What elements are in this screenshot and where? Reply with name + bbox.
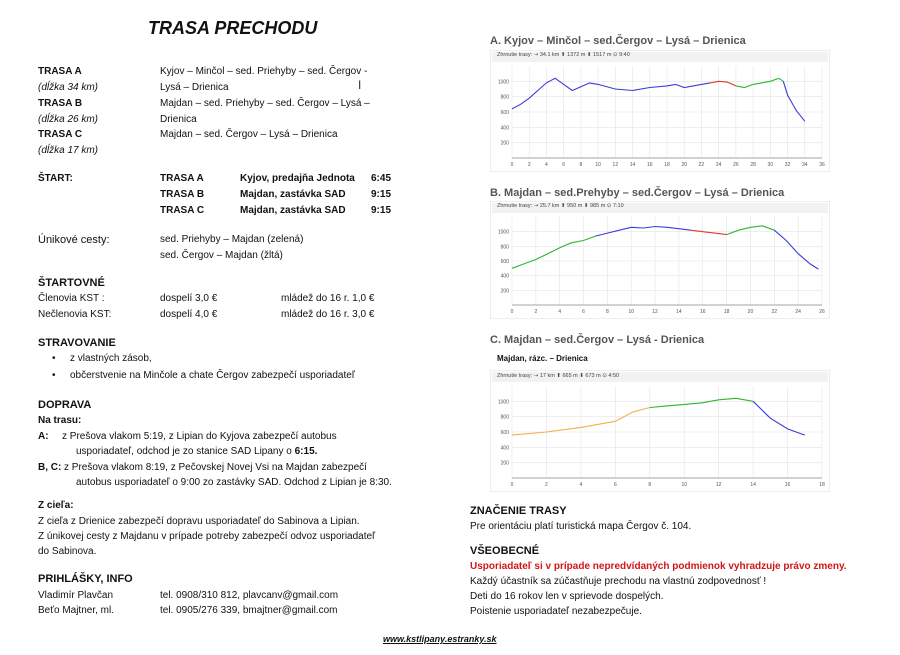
transport-bc-line-1: z Prešova vlakom 8:19, z Pečovskej Novej Vsi na Majdan zabezpečí <box>64 462 367 473</box>
x-tick-label: 20 <box>747 309 754 315</box>
y-tick-label: 1000 <box>497 79 509 86</box>
start-time-b: 9:15 <box>371 189 392 200</box>
chart-c-summary: Zhrnutie trasy: ⇢ 17 km ⬆ 665 m ⬇ 673 m ⊙ 4:50 <box>497 373 620 379</box>
transport-from-line-1: Z cieľa z Drienice zabezpečí dopravu usporiadateľ do Sabinova a Lipian. <box>38 516 360 527</box>
start-route-c: TRASA C <box>160 205 205 216</box>
y-tick-label: 600 <box>500 430 509 436</box>
x-tick-label: 6 <box>582 309 585 315</box>
x-tick-label: 24 <box>795 309 801 315</box>
route-b-length: (dĺžka 26 km) <box>38 114 99 125</box>
x-tick-label: 18 <box>723 309 730 315</box>
x-tick-label: 12 <box>715 482 722 488</box>
fee-heading: ŠTARTOVNÉ <box>38 277 105 289</box>
bullet-icon: • <box>52 353 56 364</box>
x-tick-label: 0 <box>510 309 514 315</box>
y-tick-label: 200 <box>500 140 509 147</box>
x-tick-label: 2 <box>534 309 538 315</box>
y-tick-label: 1000 <box>497 229 509 236</box>
escape-label: Únikové cesty: <box>38 234 110 246</box>
escape-line-1: sed. Priehyby – Majdan (zelená) <box>160 234 304 245</box>
start-route-a: TRASA A <box>160 173 204 184</box>
x-tick-label: 12 <box>652 309 658 315</box>
contact-heading: PRIHLÁŠKY, INFO <box>38 573 133 585</box>
x-tick-label: 16 <box>699 309 706 315</box>
x-tick-label: 26 <box>819 309 825 315</box>
y-tick-label: 200 <box>500 460 509 467</box>
chart-a-heading: A. Kyjov – Minčol – sed.Čergov – Lysá – Drienica <box>490 35 746 47</box>
y-tick-label: 400 <box>500 273 509 280</box>
general-line-3: Poistenie usporiadateľ nezabezpečuje. <box>470 606 642 617</box>
route-a-desc: Kyjov – Minčol – sed. Priehyby – sed. Čergov - <box>160 66 368 77</box>
y-tick-label: 800 <box>500 244 509 251</box>
elevation-chart-a <box>490 50 830 172</box>
transport-bc-line-2: autobus usporiadateľ o 9:00 zo zastávky SAD. Odchod z Lipian je 8:30. <box>76 477 392 488</box>
route-c-desc: Majdan – sed. Čergov – Lysá – Drienica <box>160 129 338 140</box>
marking-text: Pre orientáciu platí turistická mapa Čergov č. 104. <box>470 521 692 532</box>
general-line-1: Každý účastník sa zúčastňuje prechodu na vlastnú zodpovednosť ! <box>470 576 767 587</box>
contact-name-2: Beťo Majtner, ml. <box>38 605 115 616</box>
fee-members-label: Členovia KST : <box>38 293 105 304</box>
page-title: TRASA PRECHODU <box>148 18 318 38</box>
x-tick-label: 4 <box>545 162 548 168</box>
route-c-name: TRASA C <box>38 129 83 140</box>
route-b-name: TRASA B <box>38 98 83 109</box>
food-item-1: z vlastných zásob, <box>70 353 152 364</box>
transport-sub-from: Z cieľa: <box>38 500 74 511</box>
route-b-desc: Majdan – sed. Priehyby – sed. Čergov – Lysá – <box>160 98 370 109</box>
x-tick-label: 28 <box>750 162 756 168</box>
x-tick-label: 20 <box>681 162 688 168</box>
y-tick-label: 400 <box>500 125 509 132</box>
y-tick-label: 1000 <box>497 399 509 406</box>
fee-members-adult: dospelí 3,0 € <box>160 293 218 304</box>
x-tick-label: 4 <box>558 309 562 315</box>
x-tick-label: 0 <box>510 162 514 168</box>
fee-nonmembers-adult: dospelí 4,0 € <box>160 309 218 320</box>
x-tick-label: 26 <box>733 162 739 168</box>
chart-b-heading: B. Majdan – sed.Prehyby – sed.Čergov – Lysá – Drienica <box>490 187 785 199</box>
x-tick-label: 6 <box>562 162 566 168</box>
x-tick-label: 0 <box>510 482 514 488</box>
chart-frame <box>490 201 830 319</box>
x-tick-label: 2 <box>527 162 531 168</box>
transport-a-line-2: usporiadateľ, odchod je zo stanice SAD Lipany o 6:15. <box>76 446 318 457</box>
transport-from-line-3: do Sabinova. <box>38 546 97 557</box>
y-tick-label: 600 <box>500 110 509 116</box>
chart-a-summary: Zhrnutie trasy: ⇢ 34.1 km ⬆ 1372 m ⬇ 1517 m ⊙ 9:40 <box>497 52 630 58</box>
elevation-chart-c <box>490 370 830 492</box>
x-tick-label: 10 <box>681 482 688 488</box>
start-label: ŠTART: <box>38 173 73 184</box>
y-tick-label: 800 <box>500 94 509 101</box>
fee-nonmembers-youth: mládež do 16 r. 3,0 € <box>281 309 375 320</box>
x-tick-label: 10 <box>595 162 601 168</box>
route-b-desc-2: Drienica <box>160 114 197 125</box>
transport-from-line-2: Z únikovej cesty z Majdanu v prípade potreby zabezpečí odvoz usporiadateľ <box>38 531 375 542</box>
x-tick-label: 24 <box>715 162 722 168</box>
fee-nonmembers-label: Nečlenovia KST: <box>38 309 112 320</box>
contact-name-1: Vladimír Plavčan <box>38 590 114 601</box>
route-c-length: (dĺžka 17 km) <box>38 145 99 156</box>
food-heading: STRAVOVANIE <box>38 337 116 349</box>
y-tick-label: 400 <box>500 445 509 452</box>
food-item-2: občerstvenie na Minčole a chate Čergov zabezpečí usporiadateľ <box>70 370 355 381</box>
x-tick-label: 22 <box>771 309 778 315</box>
x-tick-label: 14 <box>629 162 636 168</box>
footer-link[interactable]: www.kstlipany.estranky.sk <box>383 634 497 644</box>
transport-sub-to: Na trasu: <box>38 415 82 426</box>
text-cursor-icon: I <box>358 78 362 92</box>
chart-frame <box>490 370 830 492</box>
x-tick-label: 8 <box>648 482 652 488</box>
transport-a-line-1: z Prešova vlakom 5:19, z Lipian do Kyjova zabezpečí autobus <box>62 431 337 442</box>
route-a-name: TRASA A <box>38 66 82 77</box>
general-heading: VŠEOBECNÉ <box>470 545 540 557</box>
x-tick-label: 12 <box>612 162 619 168</box>
marking-heading: ZNAČENIE TRASY <box>470 505 567 517</box>
escape-line-2: sed. Čergov – Majdan (žltá) <box>160 250 283 261</box>
start-route-b: TRASA B <box>160 189 205 200</box>
elevation-chart-b <box>490 201 830 319</box>
x-tick-label: 32 <box>784 162 791 168</box>
x-tick-label: 14 <box>750 482 756 488</box>
route-a-desc-2: Lysá – Drienica <box>160 82 229 93</box>
x-tick-label: 18 <box>664 162 670 168</box>
x-tick-label: 14 <box>676 309 682 315</box>
x-tick-label: 16 <box>784 482 791 488</box>
x-tick-label: 8 <box>605 309 609 315</box>
contact-info-1: tel. 0908/310 812, plavcanv@gmail.com <box>160 590 339 601</box>
transport-a-label: A: <box>38 431 49 442</box>
bullet-icon: • <box>52 370 56 381</box>
contact-info-2: tel. 0905/276 339, bmajtner@gmail.com <box>160 605 338 616</box>
x-tick-label: 4 <box>579 482 583 488</box>
transport-heading: DOPRAVA <box>38 399 92 411</box>
x-tick-label: 36 <box>819 162 825 168</box>
x-tick-label: 18 <box>819 482 825 488</box>
chart-c-subheading: Majdan, rázc. – Drienica <box>497 354 588 363</box>
y-tick-label: 800 <box>500 414 509 421</box>
x-tick-label: 8 <box>579 162 583 168</box>
general-warning: Usporiadateľ si v prípade nepredvídaných podmienok vyhradzuje právo zmeny. <box>470 561 847 572</box>
start-time-a: 6:45 <box>371 173 392 184</box>
chart-b-summary: Zhrnutie trasy: ⇢ 25.7 km ⬆ 950 m ⬇ 985 m ⊙ 7:10 <box>497 203 624 209</box>
x-tick-label: 10 <box>628 309 635 315</box>
general-line-2: Deti do 16 rokov len v sprievode dospelých. <box>470 591 664 602</box>
start-place-a: Kyjov, predajňa Jednota <box>240 173 355 184</box>
chart-frame <box>490 50 830 172</box>
transport-bc-label: B, C: <box>38 462 62 473</box>
x-tick-label: 30 <box>767 162 774 168</box>
x-tick-label: 6 <box>613 482 617 488</box>
x-tick-label: 16 <box>646 162 653 168</box>
start-place-c: Majdan, zastávka SAD <box>240 205 346 216</box>
chart-c-heading: C. Majdan – sed.Čergov – Lysá - Drienica <box>490 334 705 346</box>
start-place-b: Majdan, zastávka SAD <box>240 189 346 200</box>
y-tick-label: 200 <box>500 288 509 295</box>
fee-members-youth: mládež do 16 r. 1,0 € <box>281 293 375 304</box>
x-tick-label: 34 <box>801 162 808 168</box>
route-a-length: (dĺžka 34 km) <box>38 82 99 93</box>
start-time-c: 9:15 <box>371 205 392 216</box>
x-tick-label: 2 <box>545 482 548 488</box>
x-tick-label: 22 <box>698 162 705 168</box>
y-tick-label: 600 <box>500 259 509 265</box>
